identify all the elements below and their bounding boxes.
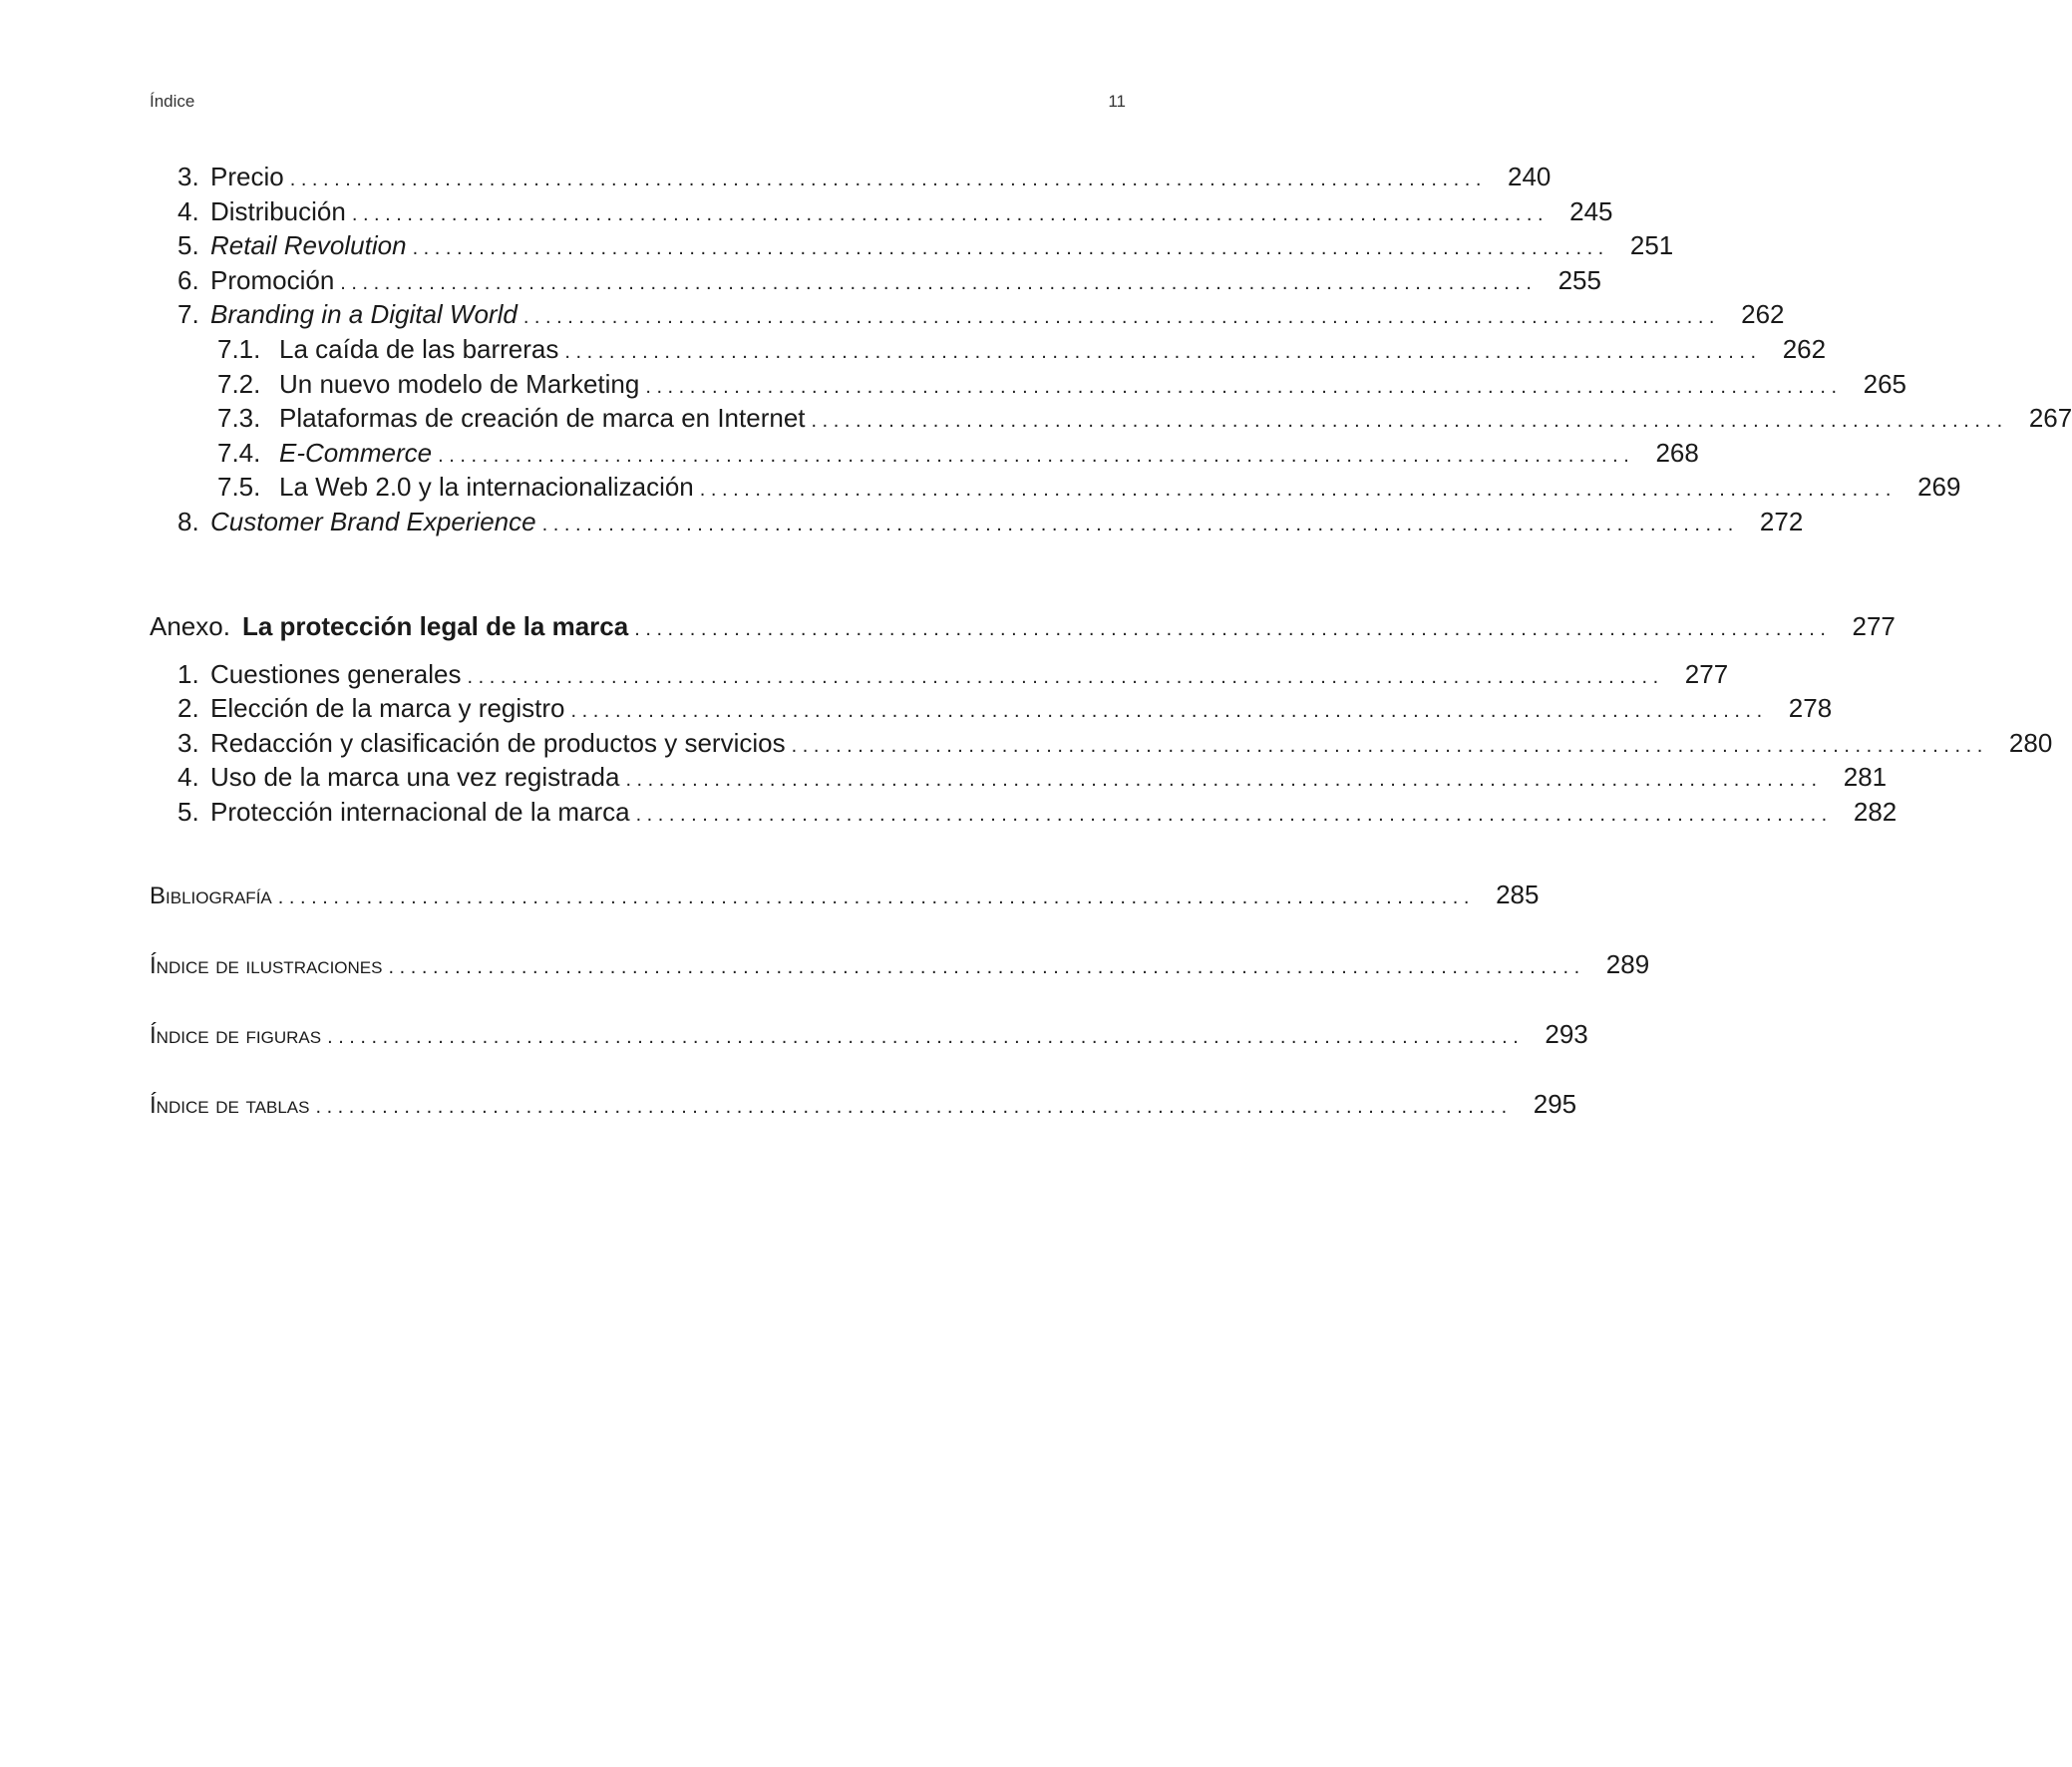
annex-page: 277 (1852, 610, 1896, 641)
back-matter-entry[interactable] (150, 879, 1540, 915)
entry-number: 7.1. (217, 333, 261, 364)
dot-leader (700, 479, 1892, 502)
dot-leader (812, 410, 2003, 433)
entry-page: 293 (1545, 1018, 1588, 1049)
dot-leader (792, 735, 1983, 758)
entry-title: Plataformas de creación de marca en Internet (279, 403, 806, 434)
entry-title: Protección internacional de la marca (210, 796, 630, 827)
annex-entry[interactable] (150, 658, 1729, 694)
dot-leader (388, 956, 1579, 979)
entry-page: 278 (1788, 693, 1833, 724)
entry-number: 2. (177, 693, 199, 724)
back-matter-entry[interactable] (150, 1018, 1588, 1055)
toc-entry[interactable] (150, 162, 1552, 196)
entry-number: 7.3. (217, 403, 261, 434)
dot-leader (564, 341, 1756, 364)
entry-page: 255 (1557, 264, 1601, 295)
chapter-list (150, 162, 2072, 541)
entry-number: 1. (177, 658, 199, 689)
entry-page: 272 (1759, 506, 1804, 536)
dot-leader (327, 1026, 1519, 1049)
dot-leader (634, 618, 1826, 641)
entry-title: Distribución (210, 195, 346, 226)
entry-title: Cuestiones generales (210, 658, 462, 689)
entry-title: Índice de tablas (150, 1091, 310, 1119)
entry-title: Índice de figuras (150, 1021, 322, 1049)
dot-leader (438, 445, 1629, 468)
annex-entry[interactable] (150, 796, 1898, 832)
entry-title: Retail Revolution (210, 230, 407, 261)
entry-number: 4. (177, 195, 199, 226)
annex-entry[interactable] (150, 693, 1833, 728)
entry-page: 251 (1629, 230, 1674, 261)
annex-label: Anexo. (150, 610, 230, 641)
running-header (150, 92, 1126, 112)
section-title: Índice (150, 92, 195, 111)
annex-heading[interactable] (150, 610, 1896, 651)
entry-title: Customer Brand Experience (210, 506, 536, 536)
dot-leader (278, 886, 1470, 909)
dot-leader (340, 272, 1532, 295)
entry-number: 6. (177, 264, 199, 295)
dot-leader (636, 804, 1828, 827)
toc-subentry[interactable] (150, 472, 1961, 507)
table-of-contents (150, 162, 2072, 1125)
entry-title: Precio (210, 162, 284, 191)
entry-page: 281 (1843, 762, 1888, 793)
page-number: 11 (1108, 92, 1126, 111)
entry-page: 277 (1684, 658, 1729, 689)
dot-leader (468, 666, 1659, 689)
annex-entry[interactable] (150, 762, 1888, 797)
dot-leader (315, 1096, 1507, 1119)
dot-leader (542, 514, 1734, 536)
toc-subentry[interactable] (150, 403, 2072, 438)
entry-number: 7.5. (217, 472, 261, 503)
entry-page: 262 (1741, 299, 1785, 330)
dot-leader (570, 700, 1762, 723)
entry-title: Promoción (210, 264, 335, 295)
back-matter-entry[interactable] (150, 948, 1650, 985)
entry-title: La Web 2.0 y la internacionalización (279, 472, 694, 503)
entry-title: Redacción y clasificación de productos y servicios (210, 727, 786, 758)
annex-list (150, 658, 2053, 832)
entry-number: 7.4. (217, 437, 261, 468)
entry-page: 282 (1853, 796, 1898, 827)
entry-number: 8. (177, 506, 199, 536)
entry-title: La caída de las barreras (279, 333, 559, 364)
dot-leader (645, 376, 1837, 399)
toc-entry[interactable] (150, 195, 1613, 231)
annex-entry[interactable] (150, 727, 2053, 763)
toc-entry[interactable] (150, 299, 1785, 334)
entry-title: Índice de ilustraciones (150, 951, 383, 979)
toc-subentry[interactable] (150, 368, 1907, 404)
entry-number: 5. (177, 796, 199, 827)
toc-subentry[interactable] (150, 437, 1699, 473)
toc-entry[interactable] (150, 264, 1601, 300)
annex-title: La protección legal de la marca (241, 610, 629, 641)
entry-page: 280 (2008, 727, 2053, 758)
entry-number: 7.2. (217, 368, 261, 399)
entry-title: Un nuevo modelo de Marketing (279, 368, 640, 399)
entry-title: Branding in a Digital World (210, 299, 518, 330)
entry-number: 3. (177, 727, 199, 758)
entry-number: 5. (177, 230, 199, 261)
dot-leader (290, 169, 1482, 191)
dot-leader (352, 203, 1544, 226)
entry-title: E-Commerce (279, 437, 433, 468)
back-matter-list (150, 879, 1650, 1125)
entry-page: 267 (2028, 403, 2072, 434)
entry-page: 268 (1655, 437, 1699, 468)
entry-page: 262 (1782, 333, 1827, 364)
dot-leader (523, 306, 1715, 329)
entry-number: 4. (177, 762, 199, 793)
entry-page: 285 (1496, 879, 1540, 909)
entry-title: Uso de la marca una vez registrada (210, 762, 620, 793)
entry-page: 289 (1605, 948, 1650, 979)
entry-page: 269 (1917, 472, 1961, 503)
entry-title: Elección de la marca y registro (210, 693, 565, 724)
toc-entry[interactable] (150, 230, 1674, 265)
entry-page: 240 (1508, 162, 1552, 191)
entry-page: 245 (1569, 195, 1613, 226)
entry-number: 3. (177, 162, 199, 191)
entry-page: 295 (1533, 1088, 1577, 1119)
dot-leader (625, 769, 1817, 792)
back-matter-entry[interactable] (150, 1088, 1577, 1125)
entry-title: Bibliografía (150, 882, 272, 909)
entry-page: 265 (1863, 368, 1907, 399)
entry-number: 7. (177, 299, 199, 330)
toc-entry[interactable] (150, 506, 1804, 541)
dot-leader (413, 237, 1604, 260)
toc-subentry[interactable] (150, 333, 1827, 369)
